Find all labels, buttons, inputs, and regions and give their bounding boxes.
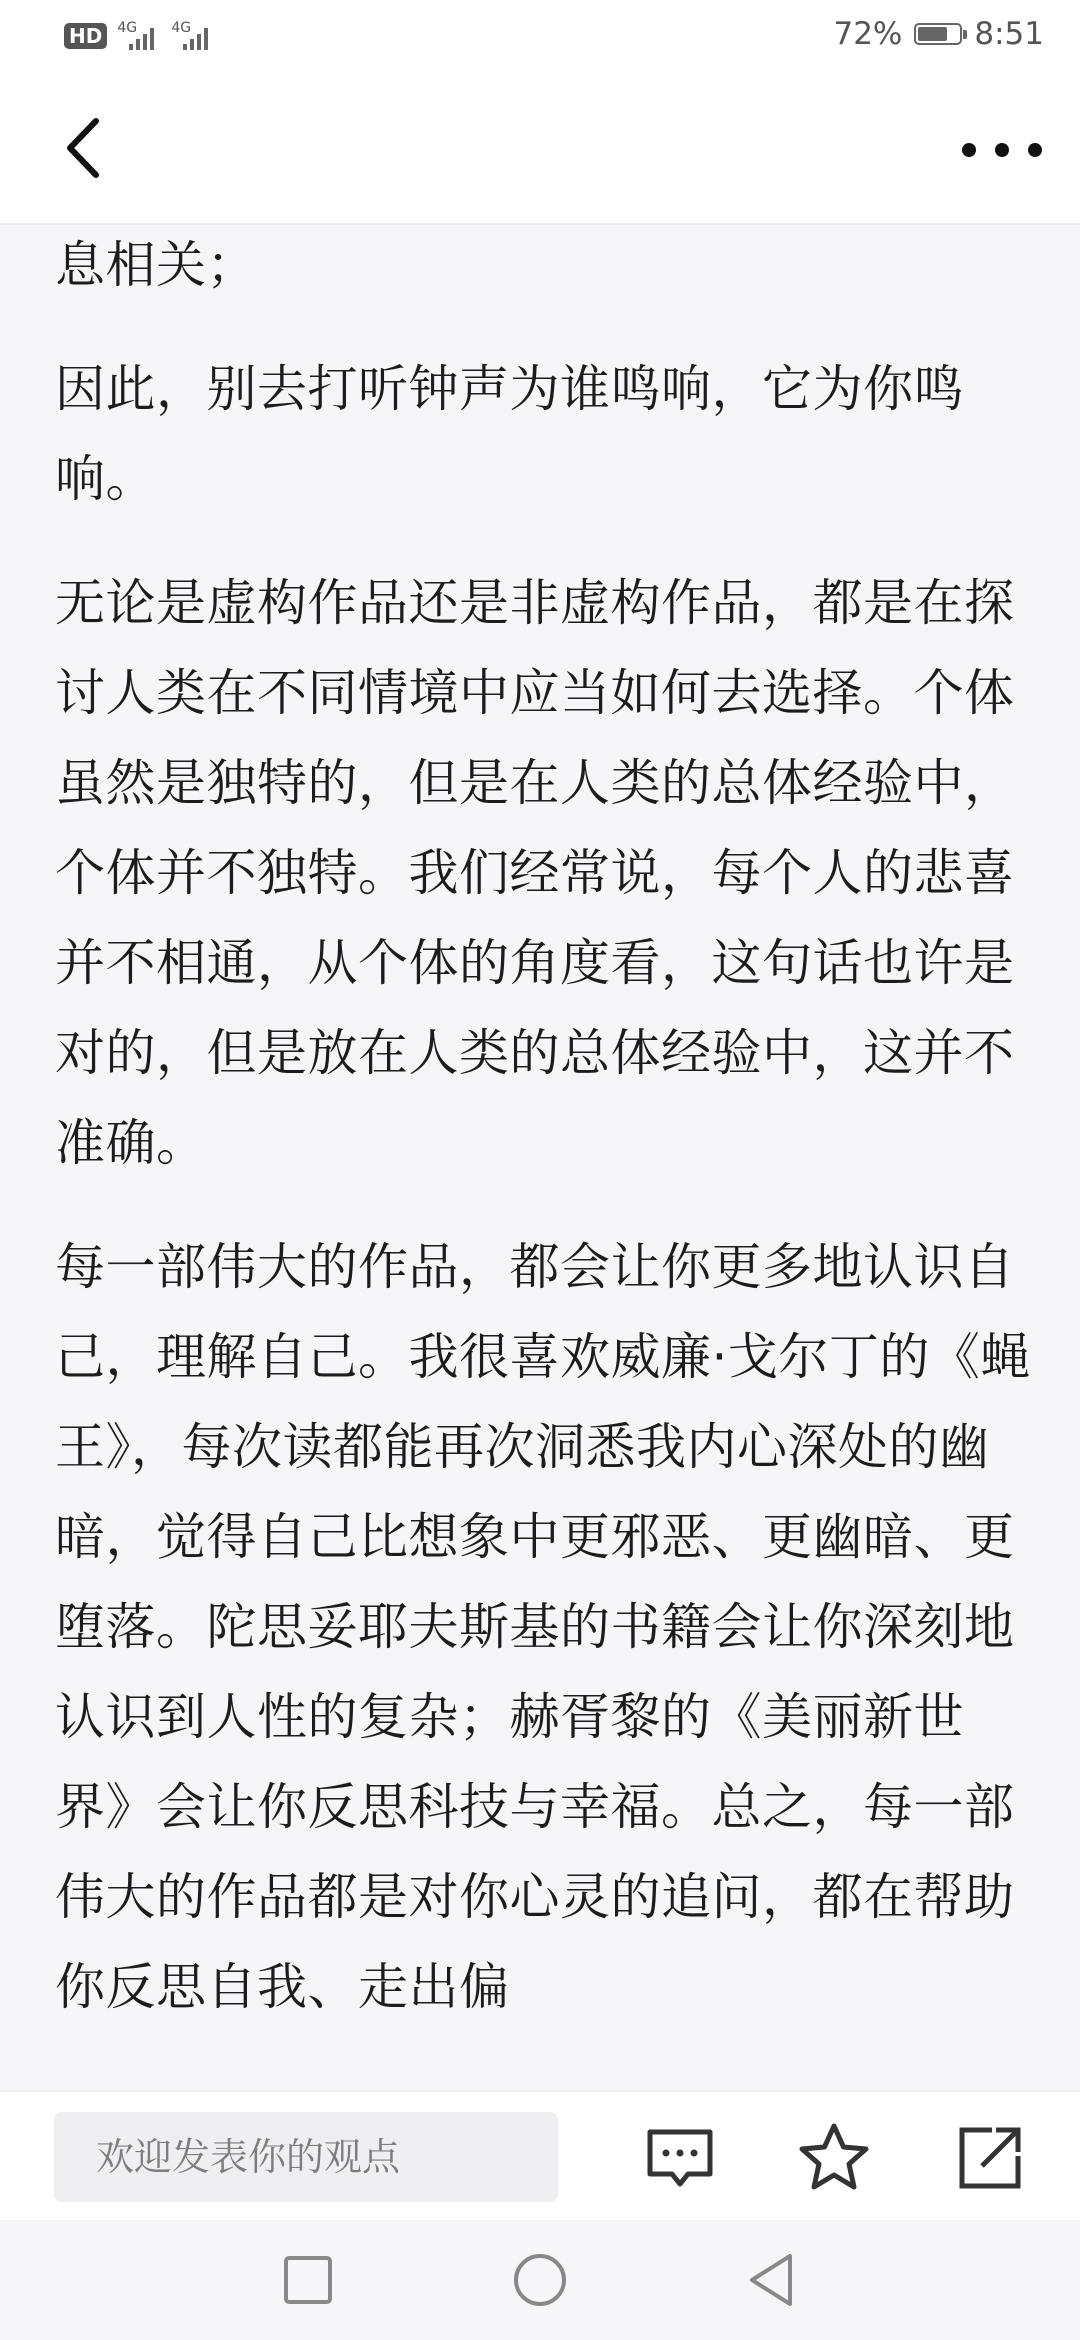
signal-icon — [117, 20, 161, 52]
top-app-bar — [0, 75, 1080, 225]
article-body — [55, 225, 1035, 2090]
article-paragraph: 每一部伟大的作品，都会让你更多地认识自己，理解自己。我很喜欢威廉·戈尔丁的《蝇王》，每次读都能再次洞悉我内心深处的幽暗，觉得自己比想象中更邪恶、更幽暗、更堕落。陀思妥耶夫斯基的书籍会让你深刻地认识到人性的复杂；赫胥黎的《美丽新世界》会让你反思科技与幸福。总之，每一部伟大的作品都是对你心灵的追问，都在帮助你反思自我、走出偏 — [55, 1238, 1031, 2016]
system-nav-bar — [0, 2220, 1080, 2340]
home-button[interactable] — [508, 2248, 572, 2312]
hd-badge: HD — [64, 23, 107, 49]
share-button[interactable] — [952, 2120, 1028, 2196]
network-label: 4G — [117, 20, 138, 36]
recents-button[interactable] — [276, 2248, 340, 2312]
network-label: 4G — [171, 20, 192, 36]
signal-icon — [171, 20, 215, 52]
triangle-back-icon — [740, 2248, 804, 2312]
favorite-button[interactable] — [796, 2120, 872, 2196]
comment-button[interactable] — [642, 2120, 718, 2196]
nav-back-button[interactable] — [740, 2248, 804, 2312]
comment-icon — [642, 2120, 718, 2196]
article-paragraph: 因此，别去打听钟声为谁鸣响，它为你鸣响。 — [55, 360, 964, 508]
back-button[interactable] — [50, 113, 120, 183]
chevron-left-icon — [50, 113, 120, 183]
bottom-action-bar — [0, 2090, 1080, 2220]
share-icon — [952, 2120, 1028, 2196]
battery-icon — [914, 23, 962, 45]
status-bar — [0, 0, 1080, 75]
status-left — [64, 20, 215, 52]
circle-icon — [508, 2248, 572, 2312]
more-options-button[interactable] — [962, 125, 1042, 175]
clock: 8:51 — [974, 16, 1044, 52]
status-right — [833, 16, 1044, 52]
battery-percent: 72% — [833, 16, 903, 52]
more-dots-icon — [962, 143, 976, 157]
article-paragraph: 无论是虚构作品还是非虚构作品，都是在探讨人类在不同情境中应当如何去选择。个体虽然是独特的，但是在人类的总体经验中，个体并不独特。我们经常说，每个人的悲喜并不相通，从个体的角度看，这句话也许是对的，但是放在人类的总体经验中，这并不准确。 — [55, 574, 1015, 1172]
article-paragraph: 息相关； — [55, 236, 257, 294]
star-icon — [796, 2120, 872, 2196]
square-icon — [276, 2248, 340, 2312]
comment-input[interactable] — [54, 2112, 558, 2202]
